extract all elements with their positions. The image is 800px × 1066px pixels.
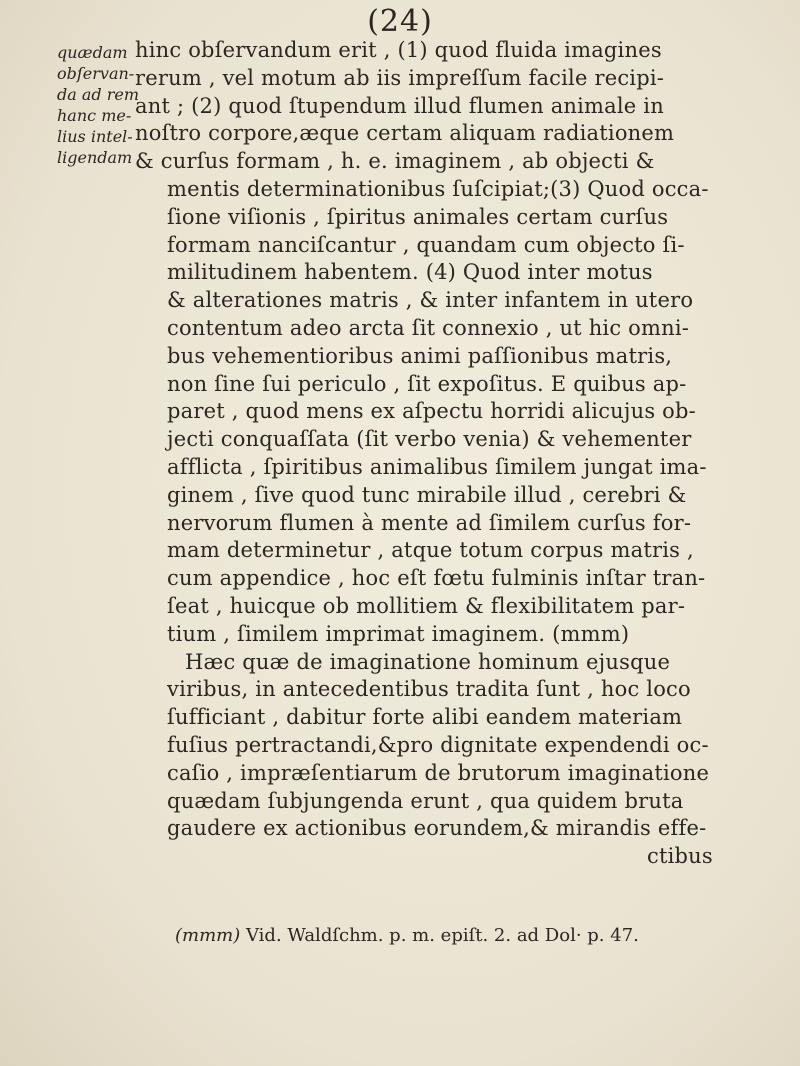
margin-note-line: hanc me- [57, 106, 132, 125]
text-line: gaudere ex actionibus eorundem,& mirandis effe- [167, 816, 707, 841]
text-line: ſione viſionis , ſpiritus animales certam curſus [167, 204, 669, 229]
margin-note-line: ligendam [57, 148, 133, 167]
page-number: (24) [367, 4, 433, 39]
text-line: fuſius pertractandi,&pro dignitate expendendi oc- [167, 732, 709, 757]
margin-note-line: obſervan- [57, 64, 135, 83]
text-line: jecti conquaſſata (ſit verbo venia) & vehementer [167, 427, 692, 452]
text-line: viribus, in antecedentibus tradita ſunt , hoc loco [167, 677, 691, 702]
text-line: ant ; (2) quod ſtupendum illud flumen animale in [135, 93, 664, 118]
footnote [175, 925, 639, 946]
text-line: ſufficiant , dabitur forte alibi eandem materiam [167, 705, 683, 730]
margin-note-line: lius intel- [57, 127, 133, 146]
text-line: militudinem habentem. (4) Quod inter motus [167, 260, 653, 285]
text-line: & alterationes matris , & inter infantem in utero [167, 288, 694, 313]
text-line: paret , quod mens ex aſpectu horridi alicujus ob- [167, 399, 696, 424]
text-line: ſeat , huicque ob mollitiem & flexibilitatem par- [167, 593, 686, 618]
margin-note [57, 42, 147, 168]
text-line: ginem , ſive quod tunc mirabile illud , cerebri & [167, 482, 687, 507]
text-line: caſio , impræſentiarum de brutorum imaginatione [167, 760, 710, 785]
text-line: & curſus formam , h. e. imaginem , ab objecti & [135, 149, 655, 174]
text-line: hinc obſervandum erit , (1) quod fluida imagines [135, 38, 662, 62]
footnote-text: Vid. Waldſchm. p. m. epiſt. 2. ad Dol· p. 47. [245, 925, 639, 946]
text-line: noſtro corpore,æque certam aliquam radiationem [135, 121, 675, 146]
text-line: tium , ſimilem imprimat imaginem. (mmm) [167, 621, 630, 646]
body-text [135, 37, 765, 871]
catchword: ctibus [647, 844, 713, 869]
margin-note-line: da ad rem [57, 85, 140, 104]
text-line: cum appendice , hoc eſt fœtu fulminis inſtar tran- [167, 566, 706, 591]
margin-note-line: quædam [57, 43, 128, 62]
text-line: rerum , vel motum ab iis impreſſum facile recipi- [135, 65, 665, 90]
text-line: bus vehementioribus animi paſſionibus matris, [167, 343, 673, 368]
text-line: mentis determinationibus ſuſcipiat;(3) Quod occa- [167, 176, 709, 201]
text-line: afflicta , ſpiritibus animalibus ſimilem jungat ima- [167, 454, 707, 479]
text-line: contentum adeo arcta ſit connexio , ut hic omni- [167, 315, 690, 340]
text-line: formam nanciſcantur , quandam cum objecto ſi- [167, 232, 685, 257]
text-line: Hæc quæ de imaginatione hominum ejusque [185, 649, 671, 674]
text-line: nervorum flumen à mente ad ſimilem curſus for- [167, 510, 692, 535]
text-line: quædam ſubjungenda erunt , qua quidem bruta [167, 788, 684, 813]
text-line: non ſine ſui periculo , ſit expoſitus. E quibus ap- [167, 371, 687, 396]
text-line: mam determinetur , atque totum corpus matris , [167, 538, 694, 563]
footnote-marker: (mmm) [175, 925, 241, 946]
